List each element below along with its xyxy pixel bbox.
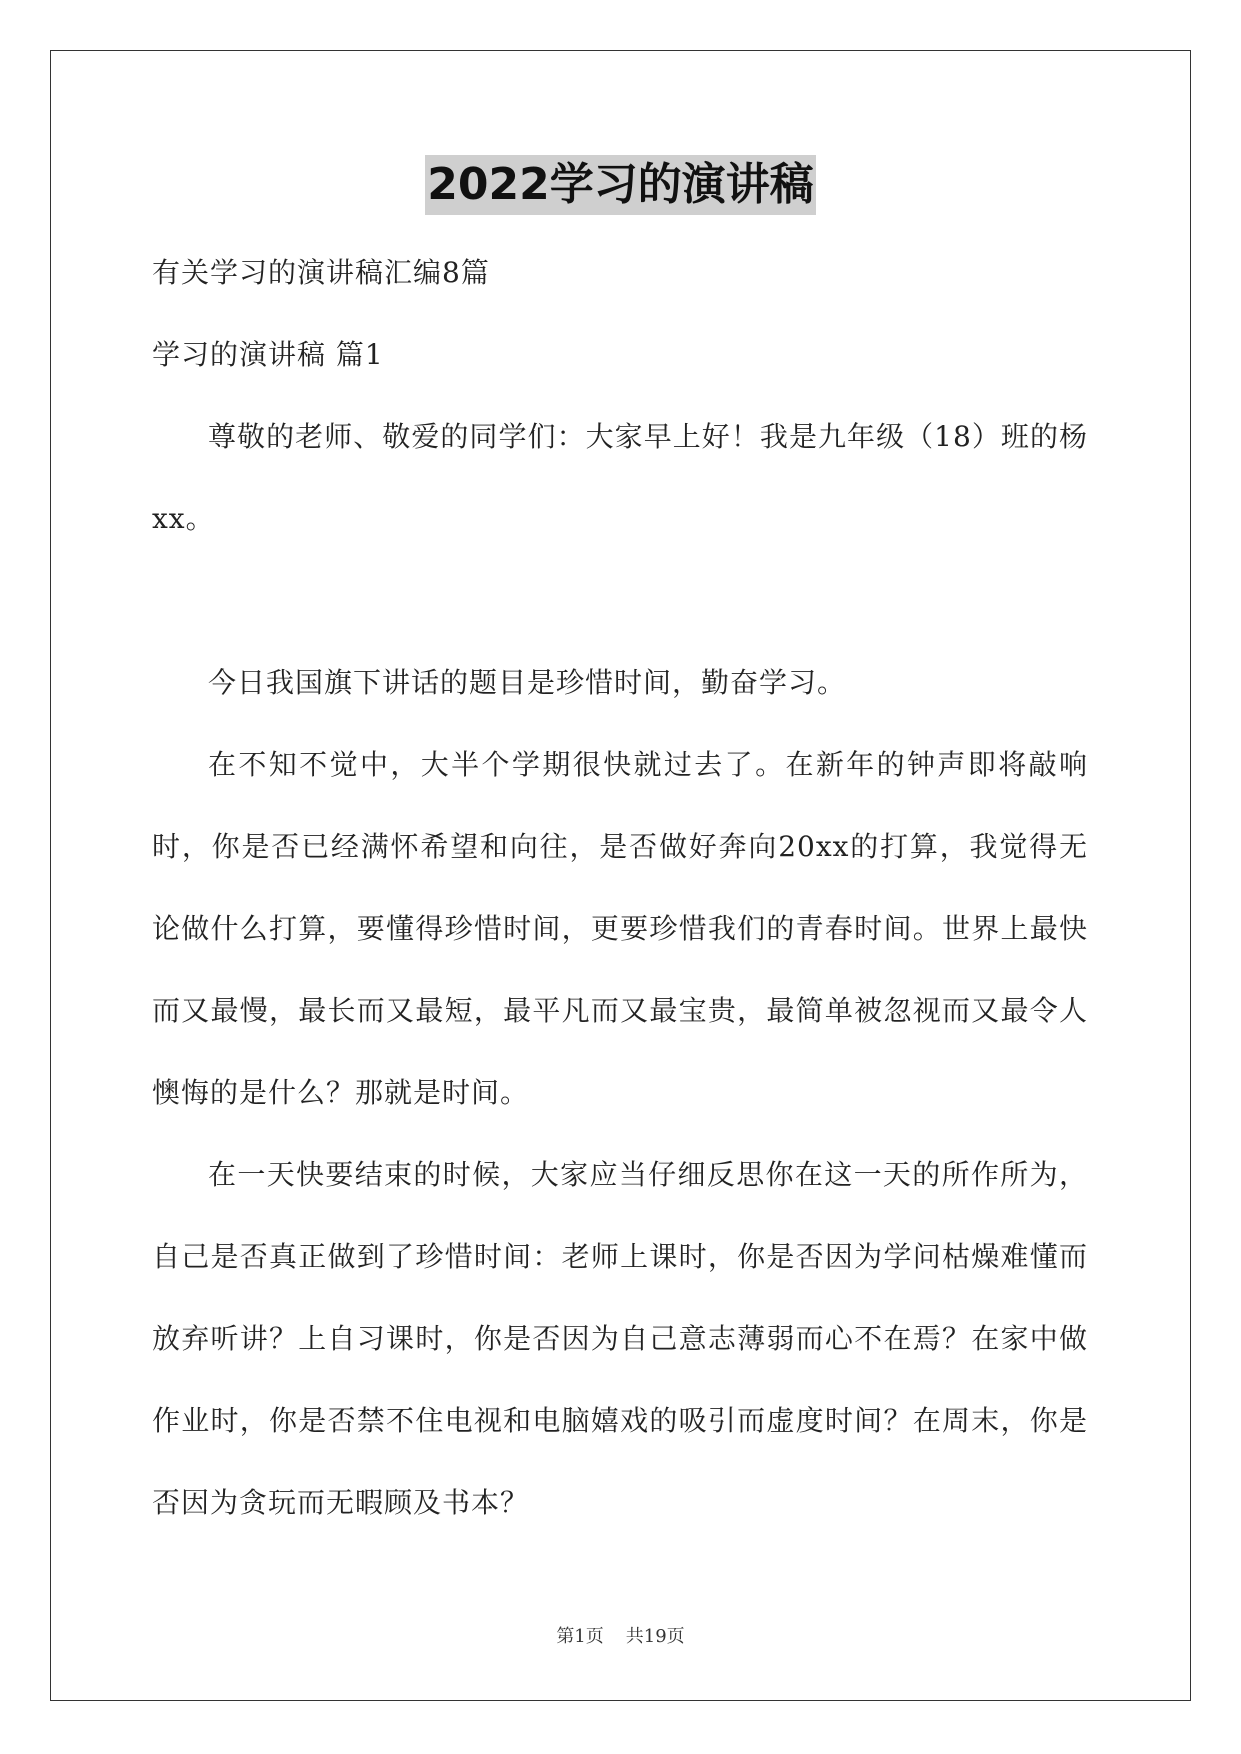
section-heading: 学习的演讲稿 篇1 xyxy=(152,338,384,371)
page-number: 第1页 xyxy=(556,1626,604,1647)
document-title: 2022学习的演讲稿 xyxy=(425,155,815,215)
paragraph-reflection: 在一天快要结束的时候，大家应当仔细反思你在这一天的所作所为，自己是否真正做到了珍惜时间：老师上课时，你是否因为学问枯燥难懂而放弃听讲？上自习课时，你是否因为自己意志薄弱而心不在焉？在家中做作业时，你是否禁不住电视和电脑嬉戏的吸引而虚度时间？在周末，你是否因为贪玩而无暇顾及书本？ xyxy=(152,1158,1088,1519)
paragraph-time: 在不知不觉中，大半个学期很快就过去了。在新年的钟声即将敲响时，你是否已经满怀希望和向往，是否做好奔向20xx的打算，我觉得无论做什么打算，要懂得珍惜时间，更要珍惜我们的青春时间。世界上最快而又最慢，最长而又最短，最平凡而又最宝贵，最简单被忽视而又最令人懊悔的是什么？那就是时间。 xyxy=(152,748,1088,1109)
paragraph-topic: 今日我国旗下讲话的题目是珍惜时间，勤奋学习。 xyxy=(208,666,847,699)
paragraph-gap xyxy=(152,560,1088,642)
page-total: 共19页 xyxy=(625,1626,685,1647)
document-body xyxy=(152,232,1088,1544)
document-subtitle: 有关学习的演讲稿汇编8篇 xyxy=(152,256,490,289)
title-container xyxy=(0,155,1241,215)
page-footer xyxy=(0,1622,1241,1648)
paragraph-greeting: 尊敬的老师、敬爱的同学们：大家早上好！我是九年级（18）班的杨xx。 xyxy=(152,420,1088,535)
